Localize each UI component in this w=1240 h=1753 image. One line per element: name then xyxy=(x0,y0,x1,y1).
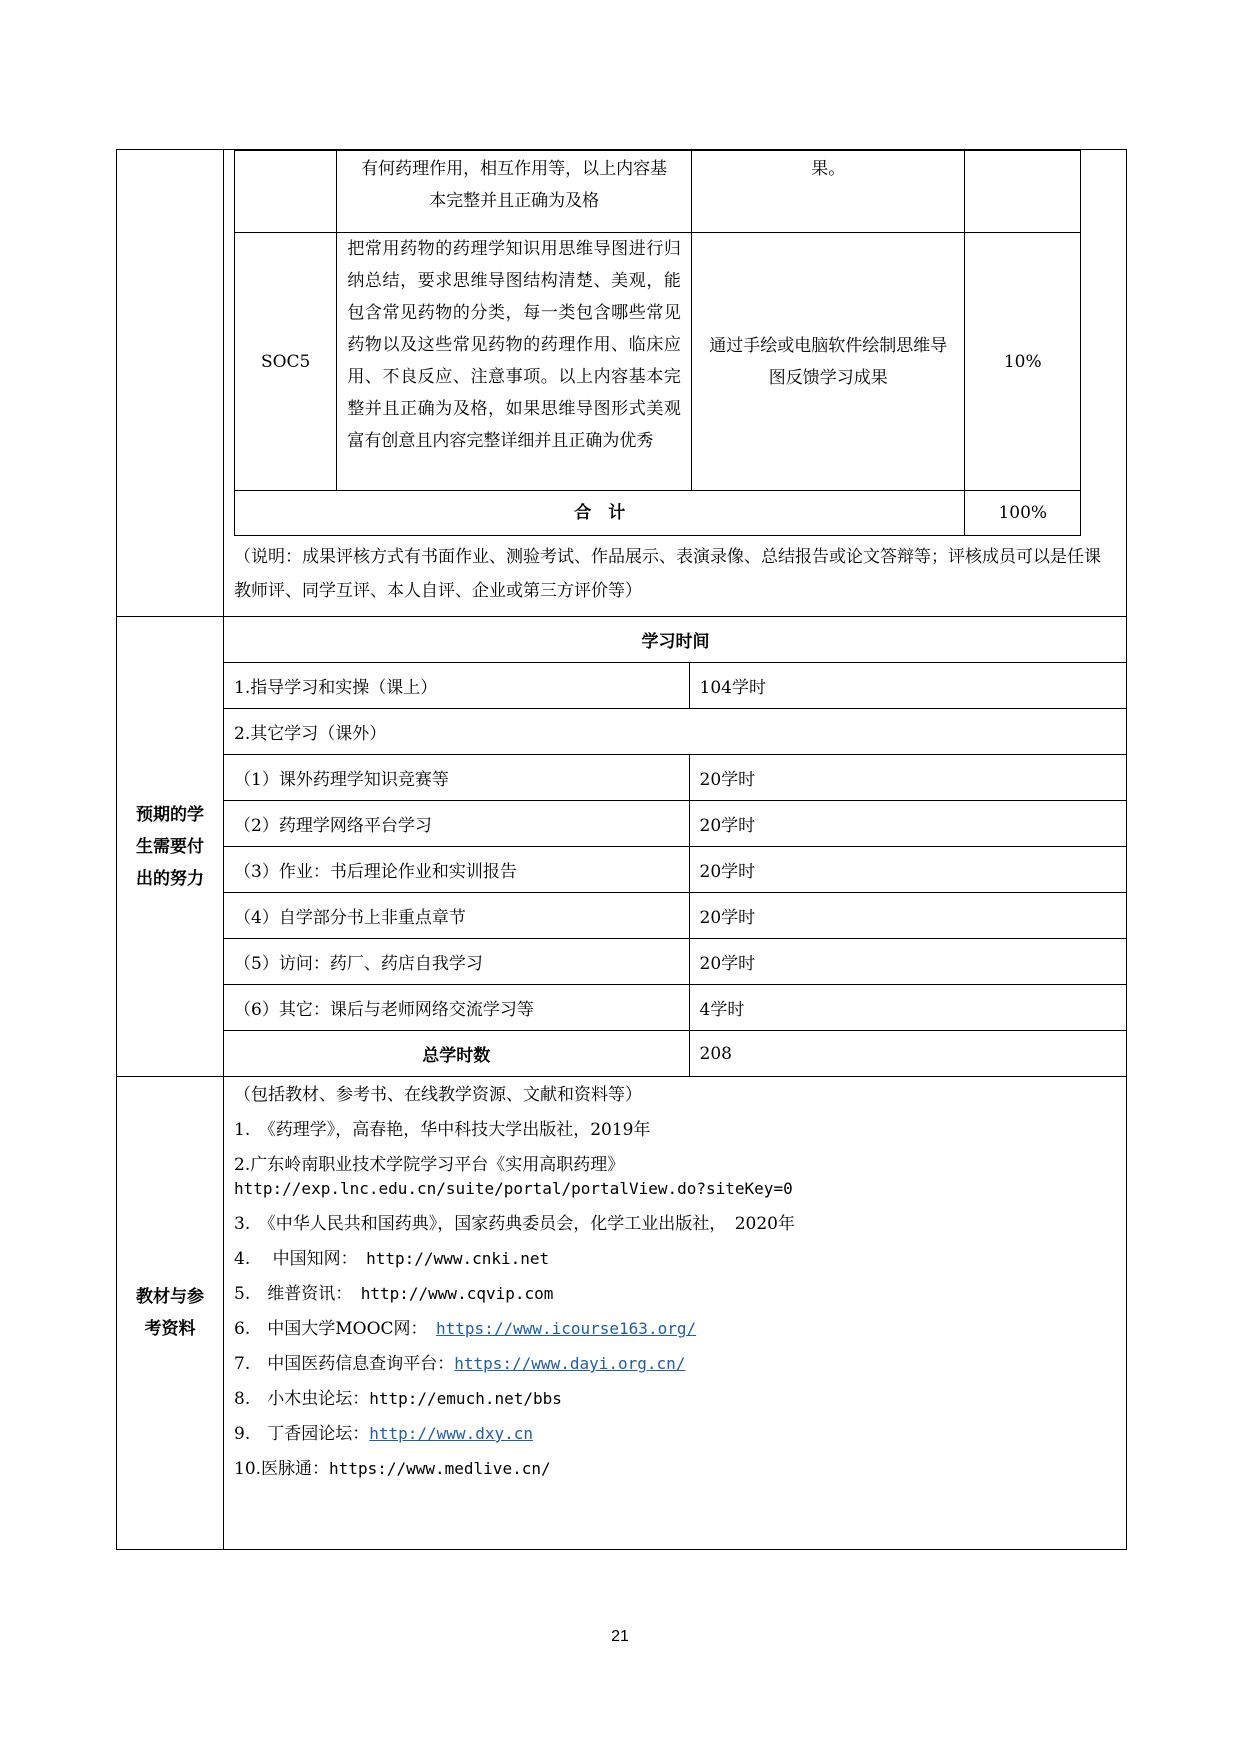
table-row xyxy=(224,939,1127,985)
assessment-note: （说明：成果评核方式有书面作业、测验考试、作品展示、表演录像、总结报告或论文答辩等；评核成员可以是任课教师评、同学互评、本人自评、企业或第三方评价等） xyxy=(234,547,1101,601)
reference-item xyxy=(234,1457,1116,1481)
reference-text: 7. 中国医药信息查询平台： xyxy=(234,1354,455,1374)
criteria-text: 有何药理作用，相互作用等，以上内容基本完整并且正确为及格 xyxy=(337,151,692,233)
materials-section xyxy=(117,1077,1127,1550)
reference-text: 6. 中国大学MOOC网： xyxy=(234,1319,437,1339)
reference-text: 5. 维普资讯： xyxy=(234,1284,361,1304)
table-row xyxy=(224,755,1127,801)
outcome-code xyxy=(235,151,337,233)
effort-label xyxy=(117,617,224,1077)
reference-item xyxy=(234,1422,1116,1446)
study-time-header: 学习时间 xyxy=(224,617,1127,663)
reference-text: 9. 丁香园论坛： xyxy=(234,1424,370,1444)
total-row xyxy=(235,491,1081,536)
criteria-text: 把常用药物的药理学知识用思维导图进行归纳总结，要求思维导图结构清楚、美观，能包含常见药物的分类，每一类包含哪些常见药物以及这些常见药物的药理作用、临床应用、不良反应、注意事项。以上内容基本完整并且正确为及格，如果思维导图形式美观富有创意且内容完整详细并且正确为优秀 xyxy=(337,233,692,491)
reference-url: http://www.cqvip.com xyxy=(360,1284,554,1303)
effort-item: （2）药理学网络平台学习 xyxy=(224,801,689,847)
effort-item: （4）自学部分书上非重点章节 xyxy=(224,893,689,939)
effort-item: 2.其它学习（课外） xyxy=(224,709,1127,755)
reference-text: 4. 中国知网： xyxy=(234,1249,367,1269)
table-row xyxy=(224,801,1127,847)
materials-label-text: 教材与参考资料 xyxy=(136,1287,204,1339)
table-row xyxy=(235,233,1081,491)
assessment-section xyxy=(117,150,1127,617)
effort-hours: 4学时 xyxy=(689,985,1127,1031)
total-value: 100% xyxy=(965,491,1081,536)
reference-item xyxy=(234,1387,1116,1411)
reference-item: 3. 《中华人民共和国药典》，国家药典委员会，化学工业出版社， 2020年 xyxy=(234,1214,795,1234)
table-row xyxy=(224,847,1127,893)
reference-link[interactable]: https://www.icourse163.org/ xyxy=(436,1319,697,1338)
reference-list xyxy=(224,1077,1126,1481)
assessment-table xyxy=(234,150,1081,536)
assessment-label-cell xyxy=(117,150,224,617)
total-hours-label: 总学时数 xyxy=(422,1046,491,1066)
materials-label xyxy=(117,1077,224,1550)
effort-section xyxy=(117,617,1127,1077)
total-row xyxy=(224,1031,1127,1077)
reference-item xyxy=(234,1282,1116,1306)
effort-hours: 104学时 xyxy=(689,663,1127,709)
page-number: 21 xyxy=(611,1628,629,1645)
total-label: 合 计 xyxy=(235,491,965,536)
reference-item xyxy=(234,1247,1116,1271)
table-row xyxy=(224,893,1127,939)
table-row xyxy=(235,151,1081,233)
reference-item xyxy=(234,1153,1116,1201)
reference-link[interactable]: https://www.dayi.org.cn/ xyxy=(454,1354,686,1373)
assessment-content-cell xyxy=(224,150,1127,617)
table-row xyxy=(224,663,1127,709)
weight-value xyxy=(965,151,1081,233)
method-text: 通过手绘或电脑软件绘制思维导图反馈学习成果 xyxy=(691,233,965,491)
reference-link[interactable]: http://www.dxy.cn xyxy=(369,1424,533,1443)
table-row xyxy=(224,617,1127,663)
effort-hours: 20学时 xyxy=(689,847,1127,893)
effort-item: （6）其它：课后与老师网络交流学习等 xyxy=(224,985,689,1031)
reference-url: http://exp.lnc.edu.cn/suite/portal/portalView.do?siteKey=0 xyxy=(234,1179,793,1198)
total-hours-value: 208 xyxy=(689,1031,1127,1077)
table-row xyxy=(224,709,1127,755)
reference-text: 2.广东岭南职业技术学院学习平台《实用高职药理》 xyxy=(234,1155,625,1175)
study-time-table xyxy=(224,617,1127,1076)
effort-hours: 20学时 xyxy=(689,893,1127,939)
effort-item: （5）访问：药厂、药店自我学习 xyxy=(224,939,689,985)
effort-hours: 20学时 xyxy=(689,939,1127,985)
effort-hours: 20学时 xyxy=(689,755,1127,801)
reference-item xyxy=(234,1317,1116,1341)
effort-hours: 20学时 xyxy=(689,801,1127,847)
reference-url: https://www.medlive.cn/ xyxy=(329,1459,551,1478)
weight-value: 10% xyxy=(965,233,1081,491)
reference-item xyxy=(234,1352,1116,1376)
effort-item: 1.指导学习和实操（课上） xyxy=(224,663,689,709)
reference-item: 1. 《药理学》，高春艳，华中科技大学出版社，2019年 xyxy=(234,1120,651,1140)
materials-content-cell xyxy=(224,1077,1127,1550)
effort-content-cell xyxy=(224,617,1127,1077)
reference-url: http://emuch.net/bbs xyxy=(369,1389,562,1408)
effort-item: （1）课外药理学知识竞赛等 xyxy=(224,755,689,801)
reference-text: 10.医脉通： xyxy=(234,1459,330,1479)
materials-intro: （包括教材、参考书、在线教学资源、文献和资料等） xyxy=(234,1085,642,1105)
reference-text: 8. 小木虫论坛： xyxy=(234,1389,370,1409)
effort-label-text: 预期的学生需要付出的努力 xyxy=(136,804,204,889)
outcome-code: SOC5 xyxy=(235,233,337,491)
syllabus-table xyxy=(116,149,1127,1550)
method-text: 果。 xyxy=(691,151,965,233)
reference-url: http://www.cnki.net xyxy=(366,1249,550,1268)
effort-item: （3）作业：书后理论作业和实训报告 xyxy=(224,847,689,893)
table-row xyxy=(224,985,1127,1031)
